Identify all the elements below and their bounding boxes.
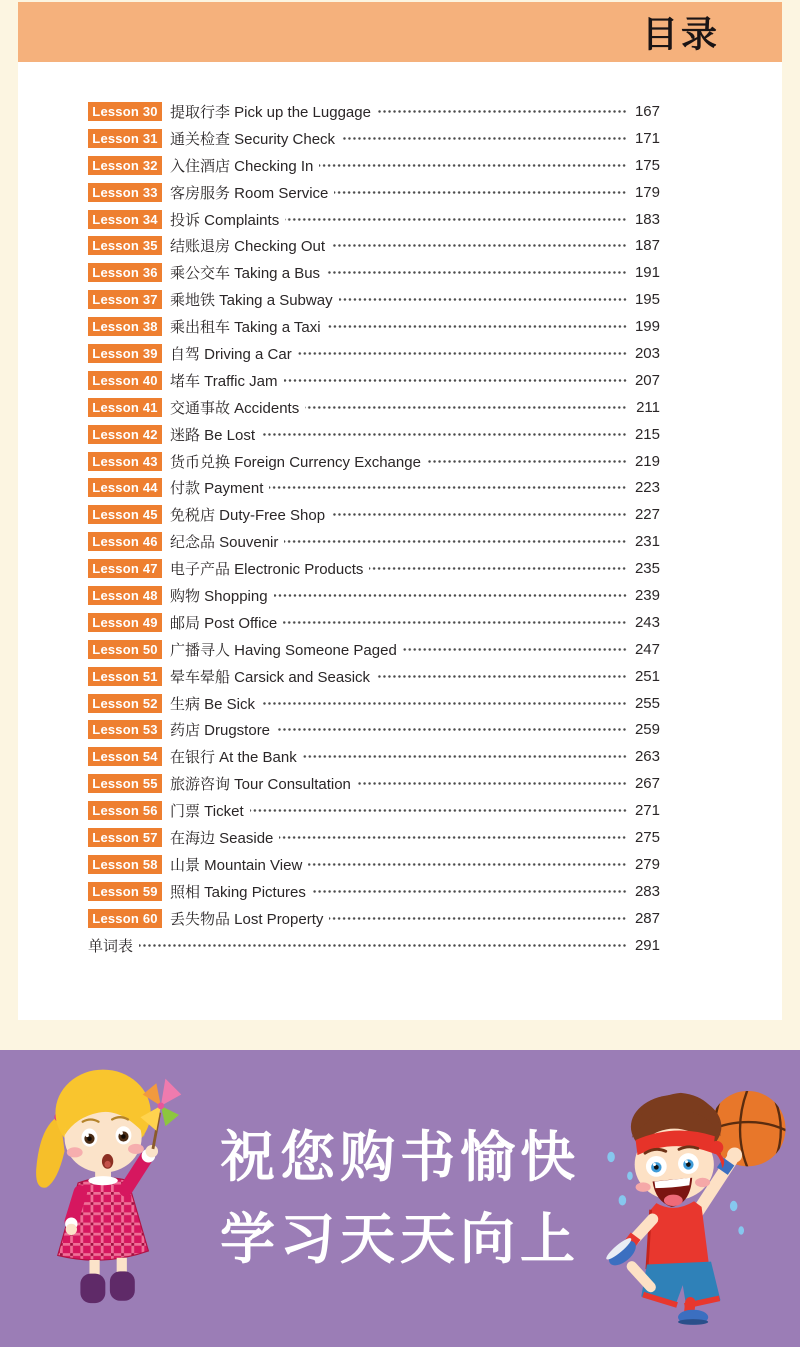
- dot-leader: [369, 559, 627, 578]
- lesson-title: 入住酒店 Checking In: [170, 157, 314, 175]
- lesson-title: 生病 Be Sick: [170, 695, 256, 713]
- lesson-badge: Lesson 59: [88, 882, 162, 901]
- lesson-badge: Lesson 35: [88, 236, 162, 255]
- toc-row: [88, 636, 660, 663]
- dot-leader: [331, 236, 627, 255]
- lesson-page-number: 239: [634, 586, 660, 604]
- lesson-page-number: 187: [634, 237, 660, 255]
- lesson-page-number: 259: [634, 721, 660, 739]
- lesson-page-number: 167: [634, 102, 660, 120]
- lesson-title: 交通事故 Accidents: [170, 399, 300, 417]
- toc-row: [88, 851, 660, 878]
- lesson-page-number: 275: [634, 828, 660, 846]
- lesson-badge: Lesson 42: [88, 425, 162, 444]
- toc-page: [18, 2, 782, 1020]
- toc-row: [88, 206, 660, 233]
- lesson-page-number: 231: [634, 533, 660, 551]
- lesson-page-number: 279: [634, 855, 660, 873]
- page-title: 目录: [641, 14, 720, 55]
- lesson-page-number: 287: [634, 909, 660, 927]
- toc-row: [88, 152, 660, 179]
- lesson-badge: Lesson 53: [88, 720, 162, 739]
- toc-row: [88, 743, 660, 770]
- lesson-page-number: 179: [634, 183, 660, 201]
- dot-leader: [327, 317, 627, 336]
- dot-leader: [319, 156, 627, 175]
- lesson-title: 乘公交车 Taking a Bus: [170, 265, 321, 283]
- lesson-page-number: 183: [634, 210, 660, 228]
- dot-leader: [276, 720, 627, 739]
- toc-row: [88, 448, 660, 475]
- dot-leader: [269, 478, 627, 497]
- toc-row: [88, 555, 660, 582]
- lesson-title: 乘地铁 Taking a Subway: [170, 292, 333, 310]
- dot-leader: [312, 882, 627, 901]
- lesson-title: 广播寻人 Having Someone Paged: [170, 641, 397, 659]
- lesson-title: 丢失物品 Lost Property: [170, 910, 324, 928]
- lesson-badge: Lesson 30: [88, 102, 162, 121]
- lesson-title: 山景 Mountain View: [170, 856, 303, 874]
- dot-leader: [283, 613, 627, 632]
- toc-row: [88, 824, 660, 851]
- tank-top: [647, 1201, 709, 1273]
- lesson-page-number: 251: [634, 667, 660, 685]
- dot-leader: [139, 936, 627, 955]
- dot-leader: [261, 694, 627, 713]
- toc-row: [88, 663, 660, 690]
- dot-leader: [305, 398, 627, 417]
- lesson-title: 免税店 Duty-Free Shop: [170, 507, 326, 525]
- dot-leader: [274, 586, 627, 605]
- toc-row: [88, 501, 660, 528]
- lesson-title: 结账退房 Checking Out: [170, 238, 326, 256]
- dot-leader: [308, 855, 627, 874]
- toc-row: [88, 582, 660, 609]
- lesson-page-number: 195: [634, 291, 660, 309]
- dot-leader: [329, 909, 627, 928]
- toc-row: [88, 609, 660, 636]
- dot-leader: [341, 129, 627, 148]
- toc-row: [88, 286, 660, 313]
- lesson-title: 堵车 Traffic Jam: [170, 372, 278, 390]
- lesson-page-number: 227: [634, 506, 660, 524]
- lesson-title: 单词表: [88, 937, 134, 955]
- lesson-page-number: 215: [634, 425, 660, 443]
- girl-with-pinwheel-illustration: [26, 1056, 196, 1328]
- lesson-badge: Lesson 57: [88, 828, 162, 847]
- toc-row: [88, 313, 660, 340]
- lesson-page-number: 171: [634, 129, 660, 147]
- lesson-title: 付款 Payment: [170, 480, 264, 498]
- lesson-badge: Lesson 46: [88, 532, 162, 551]
- lesson-badge: Lesson 43: [88, 452, 162, 471]
- toc-row: [88, 98, 660, 125]
- lesson-title: 晕车晕船 Carsick and Seasick: [170, 668, 371, 686]
- toc-row: [88, 179, 660, 206]
- lesson-page-number: 175: [634, 156, 660, 174]
- lesson-page-number: 199: [634, 318, 660, 336]
- lesson-title: 乘出租车 Taking a Taxi: [170, 319, 321, 337]
- lesson-badge: Lesson 60: [88, 909, 162, 928]
- lesson-badge: Lesson 38: [88, 317, 162, 336]
- toc-row: [88, 394, 660, 421]
- toc-row: [88, 232, 660, 259]
- dot-leader: [279, 828, 627, 847]
- lesson-badge: Lesson 33: [88, 183, 162, 202]
- lesson-page-number: 243: [634, 613, 660, 631]
- dot-leader: [334, 183, 627, 202]
- lesson-title: 门票 Ticket: [170, 803, 244, 821]
- lesson-title: 自驾 Driving a Car: [170, 345, 292, 363]
- lesson-badge: Lesson 49: [88, 613, 162, 632]
- lesson-badge: Lesson 55: [88, 774, 162, 793]
- dot-leader: [285, 210, 627, 229]
- toc-row: [88, 340, 660, 367]
- toc-row: [88, 932, 660, 959]
- lesson-page-number: 267: [634, 775, 660, 793]
- lesson-page-number: 291: [634, 936, 660, 954]
- lesson-badge: Lesson 58: [88, 855, 162, 874]
- lesson-title: 货币兑换 Foreign Currency Exchange: [170, 453, 421, 471]
- dot-leader: [250, 801, 627, 820]
- lesson-page-number: 247: [634, 640, 660, 658]
- lesson-badge: Lesson 34: [88, 210, 162, 229]
- lesson-page-number: 203: [634, 344, 660, 362]
- page-header: [18, 2, 782, 62]
- toc-row: [88, 474, 660, 501]
- lesson-title: 电子产品 Electronic Products: [170, 561, 364, 579]
- lesson-page-number: 211: [636, 398, 660, 416]
- lesson-badge: Lesson 32: [88, 156, 162, 175]
- lesson-page-number: 207: [634, 371, 660, 389]
- lesson-badge: Lesson 45: [88, 505, 162, 524]
- banner-line2: 学习天天向上: [219, 1208, 580, 1270]
- lesson-badge: Lesson 40: [88, 371, 162, 390]
- promo-banner: [0, 1050, 800, 1347]
- lesson-title: 通关检查 Security Check: [170, 130, 336, 148]
- lesson-badge: Lesson 50: [88, 640, 162, 659]
- dot-leader: [376, 667, 627, 686]
- toc-row: [88, 259, 660, 286]
- toc-list: [88, 98, 660, 959]
- lesson-badge: Lesson 41: [88, 398, 162, 417]
- dot-leader: [284, 371, 627, 390]
- dot-leader: [427, 452, 627, 471]
- lesson-title: 投诉 Complaints: [170, 211, 280, 229]
- banner-line1: 祝您购书愉快: [219, 1126, 580, 1188]
- dot-leader: [357, 774, 627, 793]
- lesson-title: 在海边 Seaside: [170, 829, 274, 847]
- lesson-badge: Lesson 36: [88, 263, 162, 282]
- toc-row: [88, 797, 660, 824]
- lesson-page-number: 235: [634, 560, 660, 578]
- lesson-badge: Lesson 48: [88, 586, 162, 605]
- lesson-badge: Lesson 31: [88, 129, 162, 148]
- toc-row: [88, 125, 660, 152]
- lesson-title: 购物 Shopping: [170, 587, 268, 605]
- lesson-page-number: 271: [634, 802, 660, 820]
- lesson-page-number: 283: [634, 882, 660, 900]
- lesson-page-number: 223: [634, 479, 660, 497]
- toc-row: [88, 690, 660, 717]
- boy-with-basketball-illustration: [596, 1070, 794, 1325]
- lesson-badge: Lesson 54: [88, 747, 162, 766]
- dot-leader: [303, 747, 627, 766]
- toc-row: [88, 878, 660, 905]
- dot-leader: [377, 102, 627, 121]
- lesson-title: 旅游咨询 Tour Consultation: [170, 776, 351, 794]
- toc-row: [88, 421, 660, 448]
- toc-row: [88, 905, 660, 932]
- lesson-badge: Lesson 37: [88, 290, 162, 309]
- lesson-title: 提取行李 Pick up the Luggage: [170, 103, 371, 121]
- lesson-title: 照相 Taking Pictures: [170, 883, 306, 901]
- lesson-page-number: 263: [634, 748, 660, 766]
- lesson-badge: Lesson 51: [88, 667, 162, 686]
- toc-row: [88, 716, 660, 743]
- dot-leader: [326, 263, 627, 282]
- lesson-badge: Lesson 56: [88, 801, 162, 820]
- lesson-title: 在银行 At the Bank: [170, 749, 297, 767]
- lesson-title: 邮局 Post Office: [170, 614, 278, 632]
- dot-leader: [261, 425, 627, 444]
- dot-leader: [403, 640, 627, 659]
- banner-message: [190, 1116, 610, 1280]
- lesson-title: 客房服务 Room Service: [170, 184, 329, 202]
- toc-row: [88, 528, 660, 555]
- toc-row: [88, 367, 660, 394]
- lesson-badge: Lesson 52: [88, 694, 162, 713]
- lesson-page-number: 219: [634, 452, 660, 470]
- toc-row: [88, 770, 660, 797]
- lesson-page-number: 255: [634, 694, 660, 712]
- dot-leader: [331, 505, 627, 524]
- lesson-badge: Lesson 44: [88, 478, 162, 497]
- lesson-title: 迷路 Be Lost: [170, 426, 256, 444]
- lesson-title: 纪念品 Souvenir: [170, 534, 279, 552]
- dot-leader: [284, 532, 627, 551]
- dot-leader: [298, 344, 627, 363]
- lesson-title: 药店 Drugstore: [170, 722, 271, 740]
- lesson-badge: Lesson 39: [88, 344, 162, 363]
- lesson-page-number: 191: [634, 264, 660, 282]
- dot-leader: [339, 290, 627, 309]
- lesson-badge: Lesson 47: [88, 559, 162, 578]
